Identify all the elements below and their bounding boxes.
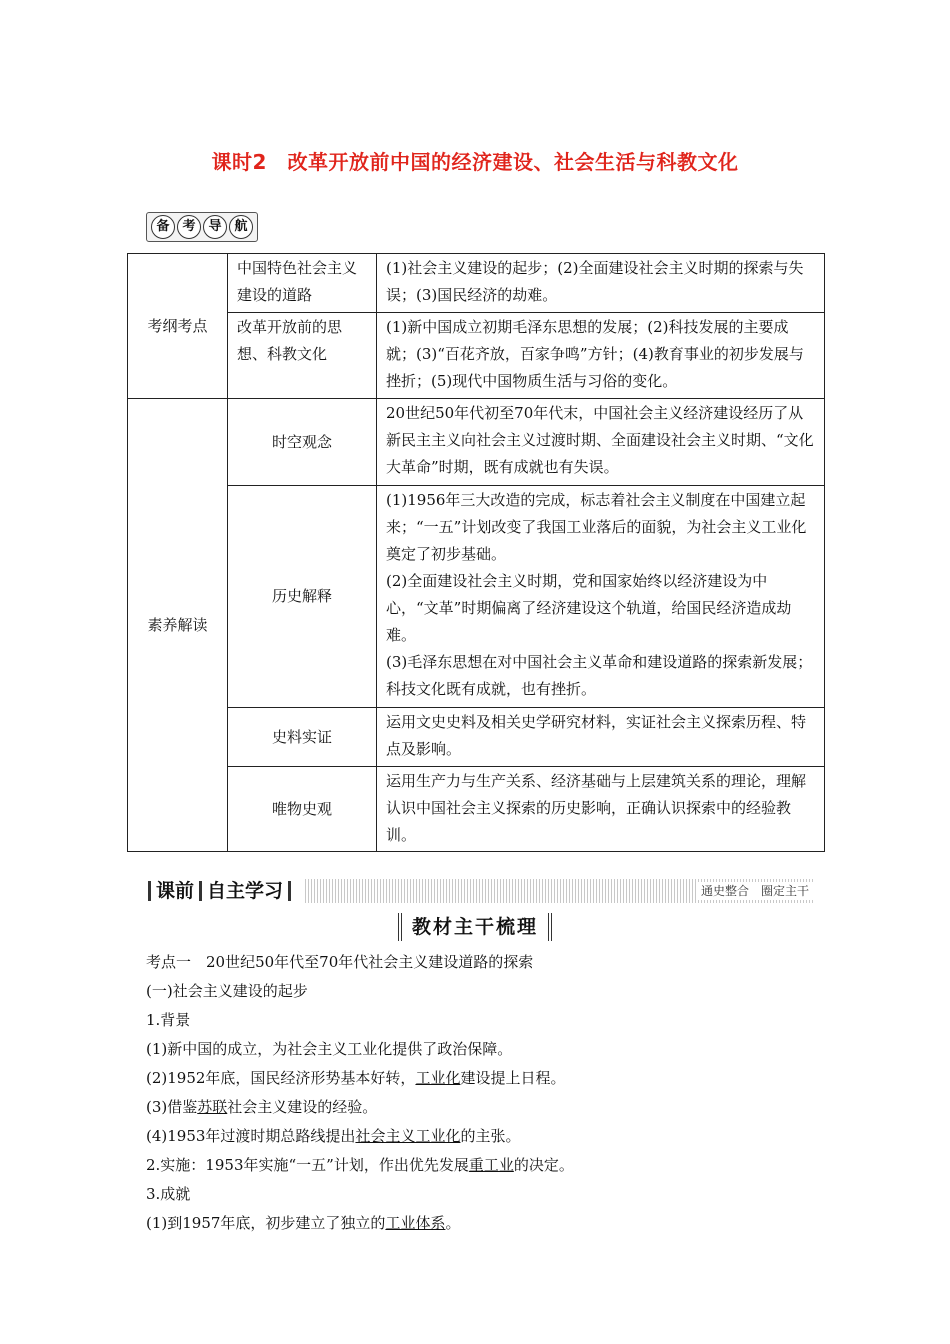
content-cell: (1)新中国成立初期毛泽东思想的发展；(2)科技发展的主要成就；(3)“百花齐放，百家争鸣”方针；(4)教育事业的初步发展与挫折；(5)现代中国物质生活与习俗的变化。 <box>377 313 825 399</box>
badge-char: 备 <box>151 215 175 239</box>
banner-title-part: 自主学习 <box>207 880 284 902</box>
text-line <box>146 1064 826 1093</box>
table-row <box>128 254 825 313</box>
content-cell: 运用文史史料及相关史学研究材料，实证社会主义探索历程、特点及影响。 <box>377 708 825 767</box>
text-span: 建设提上日程。 <box>460 1069 566 1087</box>
text-line <box>146 1151 826 1180</box>
keyword: 苏联 <box>197 1098 228 1116</box>
text-line <box>146 1122 826 1151</box>
text-span: (1)到1957年底，初步建立了独立的 <box>146 1214 386 1232</box>
banner-title <box>143 879 304 903</box>
keyword: 社会主义工业化 <box>355 1127 461 1145</box>
badge-char: 导 <box>203 215 227 239</box>
badge-char: 航 <box>229 215 253 239</box>
banner-title-part: 课前 <box>156 880 195 902</box>
keyword: 工业体系 <box>385 1214 446 1232</box>
banner-subtitle: 通史整合 圈定主干 <box>697 882 813 900</box>
topic-cell: 历史解释 <box>228 486 377 708</box>
topic-cell: 时空观念 <box>228 399 377 486</box>
body-text <box>146 948 826 1238</box>
content-paragraph: (1)1956年三大改造的完成，标志着社会主义制度在中国建立起来；“一五”计划改变了我国工业落后的面貌，为社会主义工业化奠定了初步基础。 <box>386 491 807 563</box>
content-cell: (1)社会主义建设的起步；(2)全面建设社会主义时期的探索与失误；(3)国民经济的劫难。 <box>377 254 825 313</box>
text-line: (1)新中国的成立，为社会主义工业化提供了政治保障。 <box>146 1040 513 1058</box>
subheading <box>0 913 950 941</box>
overview-table <box>127 253 825 852</box>
text-span: 2.实施：1953年实施“一五”计划，作出优先发展 <box>146 1156 469 1174</box>
topic-cell: 唯物史观 <box>228 767 377 852</box>
table-row <box>128 767 825 852</box>
table-row <box>128 486 825 708</box>
content-paragraph: (2)全面建设社会主义时期，党和国家始终以经济建设为中心，“文革”时期偏离了经济建设这个轨道，给国民经济造成劫难。 <box>386 572 792 644</box>
text-span: 的决定。 <box>513 1156 574 1174</box>
item-heading: 3.成就 <box>146 1185 191 1203</box>
text-span: 。 <box>445 1214 461 1232</box>
content-cell: 运用生产力与生产关系、经济基础与上层建筑关系的理论，理解认识中国社会主义探索的历史影响，正确认识探索中的经验教训。 <box>377 767 825 852</box>
topic-cell: 中国特色社会主义建设的道路 <box>228 254 377 313</box>
group-label: 考纲考点 <box>128 254 228 399</box>
keyword: 工业化 <box>415 1069 461 1087</box>
topic-cell: 改革开放前的思想、科教文化 <box>228 313 377 399</box>
section-heading: 考点一 20世纪50年代至70年代社会主义建设道路的探索 <box>146 953 534 971</box>
text-span: (3)借鉴 <box>146 1098 198 1116</box>
text-span: (2)1952年底，国民经济形势基本好转， <box>146 1069 416 1087</box>
text-line <box>146 1093 826 1122</box>
content-cell: 20世纪50年代初至70年代末，中国社会主义经济建设经历了从新民主主义向社会主义过渡时期、全面建设社会主义时期、“文化大革命”时期，既有成就也有失误。 <box>377 399 825 486</box>
section-badge <box>146 212 258 242</box>
content-cell <box>377 486 825 708</box>
table-row <box>128 708 825 767</box>
subsection-heading: (一)社会主义建设的起步 <box>146 982 308 1000</box>
text-span: (4)1953年过渡时期总路线提出 <box>146 1127 356 1145</box>
divider <box>199 881 202 901</box>
divider <box>148 881 151 901</box>
badge-char: 考 <box>177 215 201 239</box>
divider <box>288 881 291 901</box>
topic-cell: 史料实证 <box>228 708 377 767</box>
text-line <box>146 1209 826 1238</box>
subheading-text: 教材主干梳理 <box>398 913 552 941</box>
content-paragraph: (3)毛泽东思想在对中国社会主义革命和建设道路的探索新发展；科技文化既有成就，也有挫折。 <box>386 653 813 698</box>
keyword: 重工业 <box>468 1156 514 1174</box>
section-banner <box>143 879 813 903</box>
text-span: 的主张。 <box>460 1127 521 1145</box>
table-row <box>128 313 825 399</box>
text-span: 社会主义建设的经验。 <box>227 1098 378 1116</box>
item-heading: 1.背景 <box>146 1011 191 1029</box>
group-label: 素养解读 <box>128 399 228 852</box>
table-row <box>128 399 825 486</box>
page-title: 课时2 改革开放前中国的经济建设、社会生活与科教文化 <box>211 150 739 174</box>
